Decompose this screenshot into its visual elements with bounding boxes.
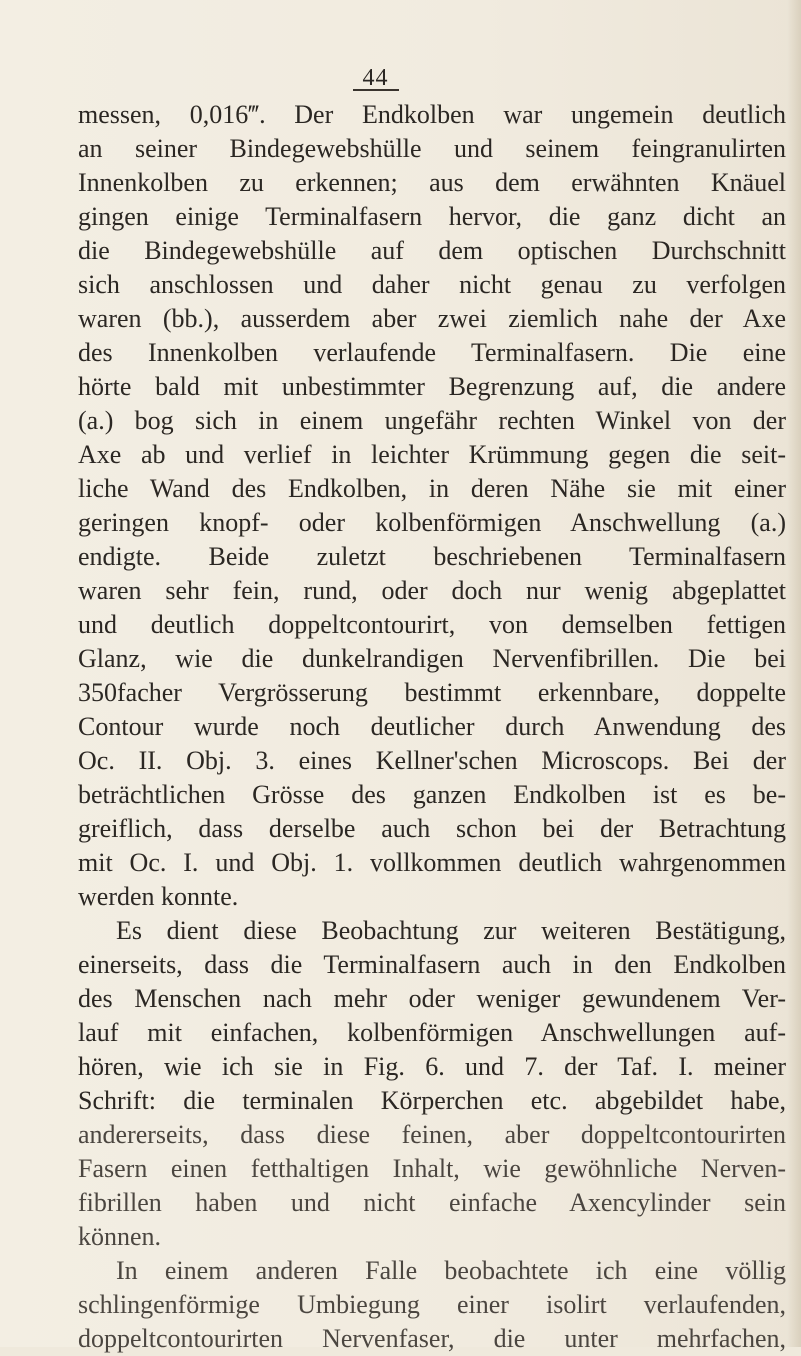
text-line: des Menschen nach mehr oder weniger gewundenem Ver- bbox=[78, 984, 786, 1013]
text-line: greiflich, dass derselbe auch schon bei der Betrachtung bbox=[78, 814, 786, 843]
text-line: sich anschlossen und daher nicht genau zu verfolgen bbox=[78, 270, 786, 299]
text-line: Fasern einen fetthaltigen Inhalt, wie gewöhnliche Nerven- bbox=[78, 1154, 786, 1183]
text-line: (a.) bog sich in einem ungefähr rechten Winkel von der bbox=[78, 406, 786, 435]
text-line: endigte. Beide zuletzt beschriebenen Terminalfasern bbox=[78, 542, 786, 571]
text-line: des Innenkolben verlaufende Terminalfasern. Die eine bbox=[78, 338, 786, 367]
body-text bbox=[78, 98, 786, 1356]
text-line: fibrillen haben und nicht einfache Axencylinder sein bbox=[78, 1188, 786, 1217]
page-number-text: 44 bbox=[353, 67, 399, 91]
text-line: mit Oc. I. und Obj. 1. vollkommen deutlich wahrgenommen bbox=[78, 848, 786, 877]
text-line: In einem anderen Falle beobachtete ich eine völlig bbox=[116, 1256, 786, 1285]
text-line: Contour wurde noch deutlicher durch Anwendung des bbox=[78, 712, 786, 741]
text-line: waren sehr fein, rund, oder doch nur wenig abgeplattet bbox=[78, 576, 786, 605]
text-line: Oc. II. Obj. 3. eines Kellner'schen Microscops. Bei der bbox=[78, 746, 786, 775]
text-line: schlingenförmige Umbiegung einer isolirt verlaufenden, bbox=[78, 1290, 786, 1319]
text-line: und deutlich doppeltcontourirt, von demselben fettigen bbox=[78, 610, 786, 639]
text-line: messen, 0,016‴. Der Endkolben war ungemein deutlich bbox=[78, 100, 786, 129]
text-line: geringen knopf- oder kolbenförmigen Anschwellung (a.) bbox=[78, 508, 786, 537]
text-line: an seiner Bindegewebshülle und seinem feingranulirten bbox=[78, 134, 786, 163]
page-edge-shadow bbox=[787, 0, 801, 1347]
text-line: Innenkolben zu erkennen; aus dem erwähnten Knäuel bbox=[78, 168, 786, 197]
text-line: liche Wand des Endkolben, in deren Nähe sie mit einer bbox=[78, 474, 786, 503]
text-line: waren (bb.), ausserdem aber zwei ziemlich nahe der Axe bbox=[78, 304, 786, 333]
page-number bbox=[0, 64, 801, 92]
text-line: andererseits, dass diese feinen, aber doppeltcontourirten bbox=[78, 1120, 786, 1149]
text-line: Axe ab und verlief in leichter Krümmung gegen die seit- bbox=[78, 440, 786, 469]
text-line: die Bindegewebshülle auf dem optischen Durchschnitt bbox=[78, 236, 786, 265]
text-line: lauf mit einfachen, kolbenförmigen Anschwellungen auf- bbox=[78, 1018, 786, 1047]
text-line: beträchtlichen Grösse des ganzen Endkolben ist es be- bbox=[78, 780, 786, 809]
text-line: 350facher Vergrösserung bestimmt erkennbare, doppelte bbox=[78, 678, 786, 707]
text-line: gingen einige Terminalfasern hervor, die ganz dicht an bbox=[78, 202, 786, 231]
text-line: hörte bald mit unbestimmter Begrenzung auf, die andere bbox=[78, 372, 786, 401]
text-line: werden konnte. bbox=[78, 882, 239, 911]
text-line: doppeltcontourirten Nervenfaser, die unter mehrfachen, bbox=[78, 1324, 786, 1353]
text-line: Schrift: die terminalen Körperchen etc. abgebildet habe, bbox=[78, 1086, 786, 1115]
text-line: einerseits, dass die Terminalfasern auch in den Endkolben bbox=[78, 950, 786, 979]
text-line: Es dient diese Beobachtung zur weiteren Bestätigung, bbox=[116, 916, 786, 945]
text-line: hören, wie ich sie in Fig. 6. und 7. der Taf. I. meiner bbox=[78, 1052, 786, 1081]
text-line: Glanz, wie die dunkelrandigen Nervenfibrillen. Die bei bbox=[78, 644, 786, 673]
text-line: können. bbox=[78, 1222, 162, 1251]
